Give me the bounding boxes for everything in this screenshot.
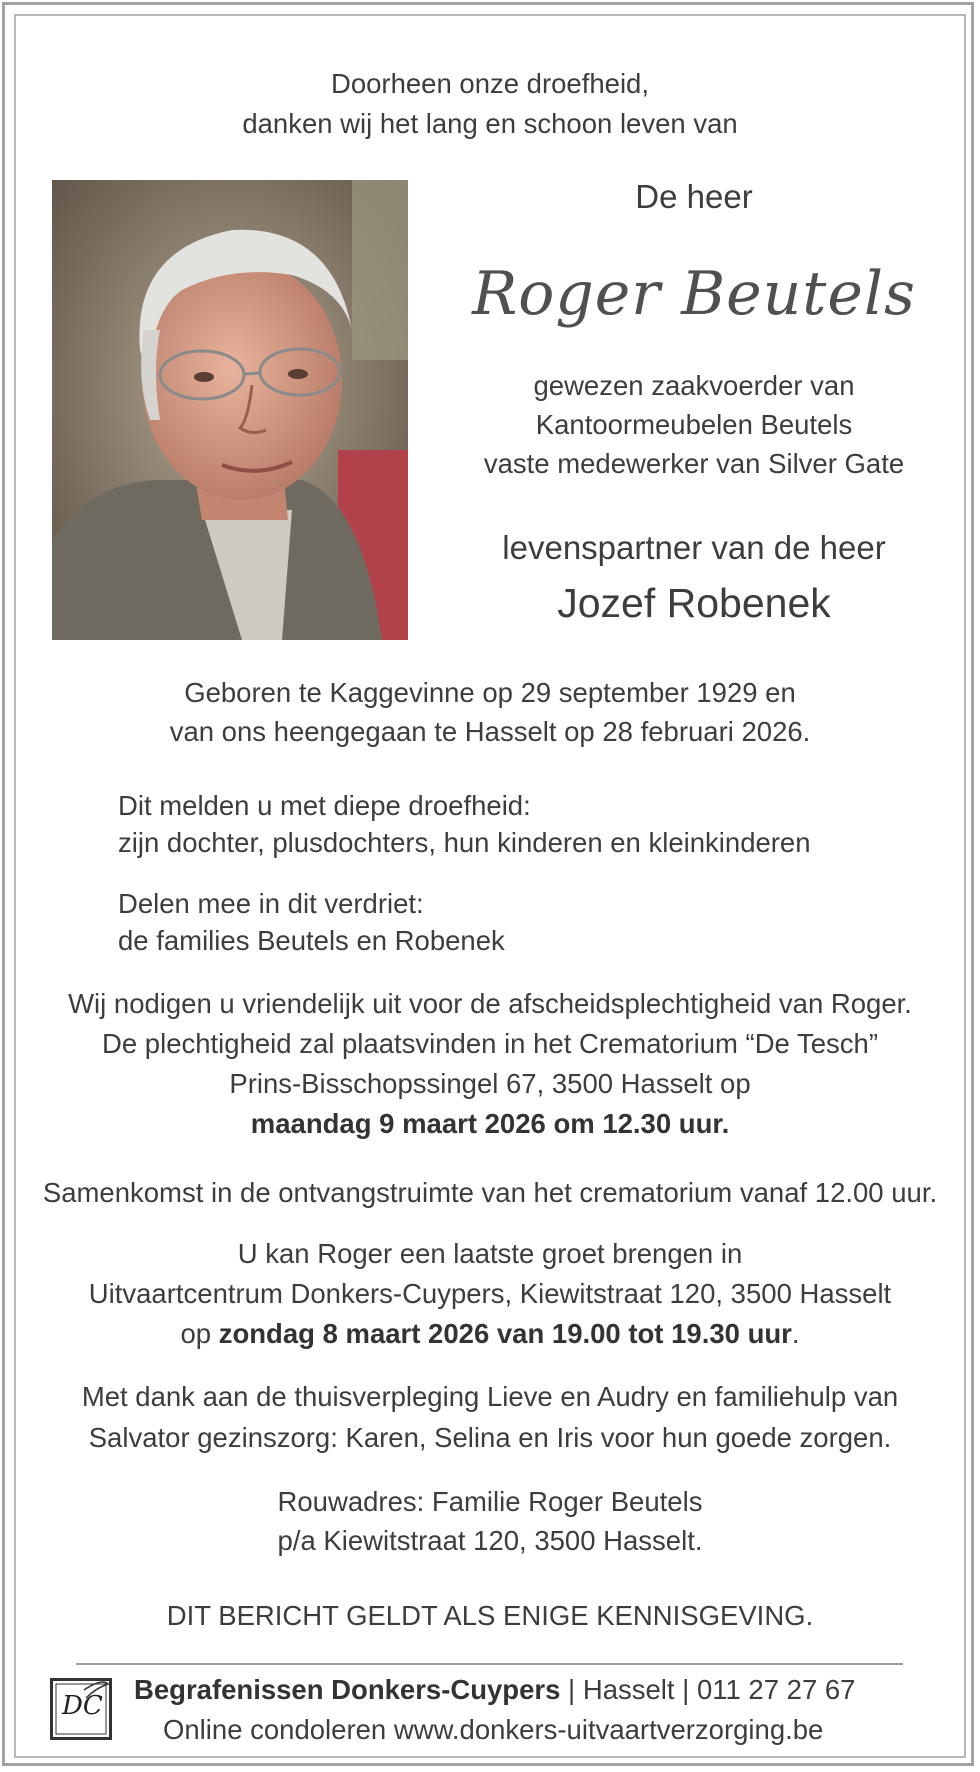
logo-letters: DC [62, 1691, 103, 1721]
farewell-prefix: op [180, 1318, 212, 1349]
shared-by-names: de families Beutels en Robenek [118, 925, 505, 956]
ceremony-line-1: Wij nodigen u vriendelijk uit voor de afscheidsplechtigheid van Roger. [68, 988, 912, 1019]
role-line-1: gewezen zaakvoerder van [533, 370, 855, 401]
announced-by-heading: Dit melden u met diepe droefheid: [118, 790, 531, 821]
address-line-2: p/a Kiewitstraat 120, 3500 Hasselt. [277, 1525, 703, 1556]
footer-company-line [134, 1670, 855, 1710]
footer-details: | Hasselt | 011 27 27 67 [560, 1674, 856, 1705]
farewell-line-2: Uitvaartcentrum Donkers-Cuypers, Kiewitstraat 120, 3500 Hasselt [88, 1278, 892, 1309]
ceremony-line-3: Prins-Bisschopssingel 67, 3500 Hasselt op [229, 1068, 751, 1099]
role-line-3: vaste medewerker van Silver Gate [483, 448, 905, 479]
farewell-suffix: . [791, 1318, 800, 1349]
footer-condolence[interactable]: Online condoleren www.donkers-uitvaartverzorging.be [163, 1714, 824, 1745]
role-line-2: Kantoormeubelen Beutels [535, 409, 853, 440]
farewell-date: zondag 8 maart 2026 van 19.00 tot 19.30 uur [218, 1318, 792, 1349]
gathering-line: Samenkomst in de ontvangstruimte van het crematorium vanaf 12.00 uur. [42, 1177, 938, 1208]
thanks-line-1: Met dank aan de thuisverpleging Lieve en Audry en familiehulp van [81, 1381, 899, 1412]
farewell-line-3 [0, 1314, 980, 1354]
shared-by-heading: Delen mee in dit verdriet: [118, 888, 424, 919]
partner-label: levenspartner van de heer [502, 529, 886, 566]
ceremony-line-2: De plechtigheid zal plaatsvinden in het Crematorium “De Tesch” [102, 1028, 878, 1059]
portrait-photo [52, 180, 408, 640]
farewell-line-1: U kan Roger een laatste groet brengen in [237, 1238, 743, 1269]
announced-by-names: zijn dochter, plusdochters, hun kinderen en kleinkinderen [118, 827, 811, 858]
partner-name: Jozef Robenek [557, 580, 831, 626]
funeral-home-logo [50, 1678, 112, 1740]
footer-company: Begrafenissen Donkers-Cuypers [134, 1674, 561, 1705]
salutation: De heer [635, 178, 753, 215]
thanks-line-2: Salvator gezinszorg: Karen, Selina en Iris voor hun goede zorgen. [88, 1422, 892, 1453]
address-line-1: Rouwadres: Familie Roger Beutels [277, 1486, 703, 1517]
died-line: van ons heengegaan te Hasselt op 28 februari 2026. [169, 716, 811, 747]
born-line: Geboren te Kaggevinne op 29 september 1929 en [184, 677, 796, 708]
ceremony-date: maandag 9 maart 2026 om 12.30 uur. [250, 1108, 730, 1139]
deceased-name: Roger Beutels [472, 259, 916, 329]
intro-line-2: danken wij het lang en schoon leven van [242, 108, 738, 139]
notice-line: DIT BERICHT GELDT ALS ENIGE KENNISGEVING. [166, 1600, 814, 1631]
footer-divider [76, 1663, 903, 1665]
intro-line-1: Doorheen onze droefheid, [330, 68, 649, 99]
